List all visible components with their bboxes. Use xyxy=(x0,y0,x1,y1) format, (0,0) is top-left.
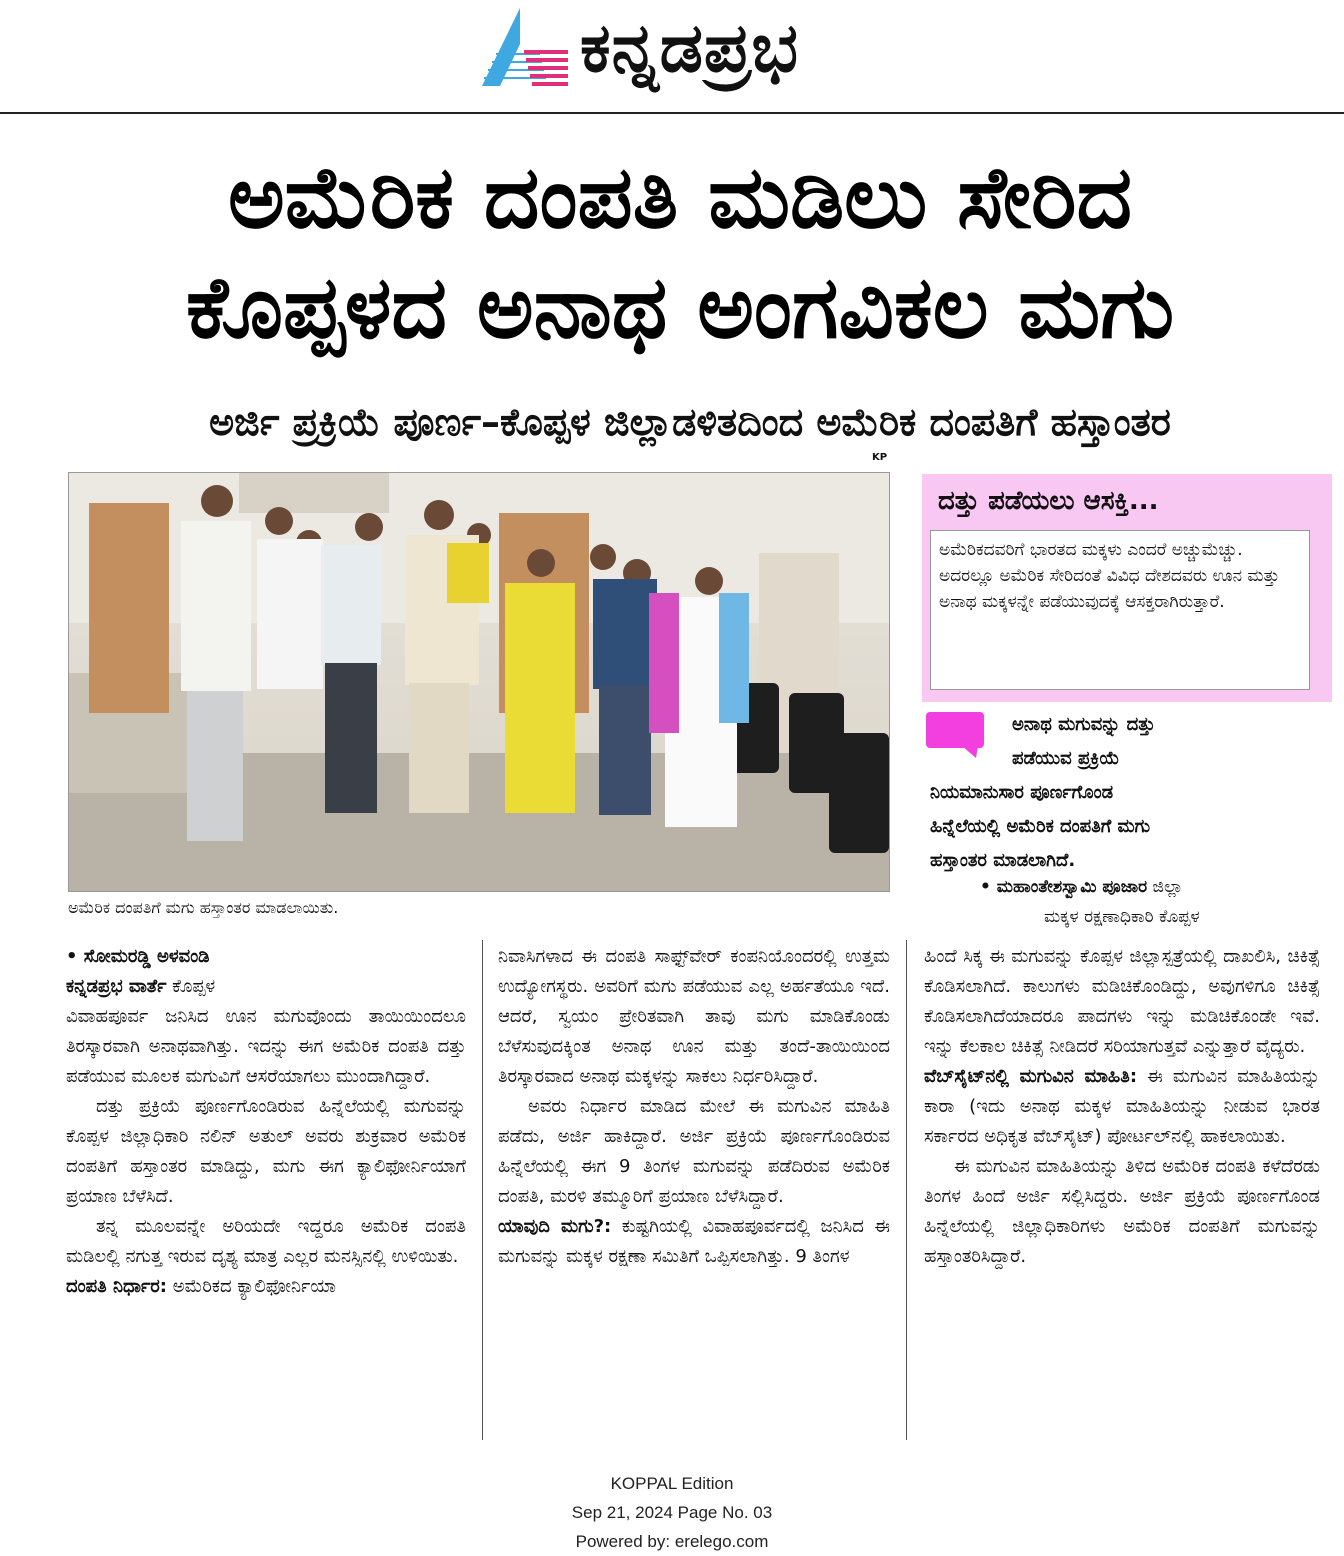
article-byline: • ಸೋಮರಡ್ಡಿ ಅಳವಂಡಿ xyxy=(66,946,210,967)
article-column-1 xyxy=(66,942,466,1302)
article-paragraph: ಅವರು ನಿರ್ಧಾರ ಮಾಡಿದ ಮೇಲೆ ಈ ಮಗುವಿನ ಮಾಹಿತಿ ಪಡೆದು, ಅರ್ಜಿ ಹಾಕಿದ್ದಾರೆ. ಅರ್ಜಿ ಪ್ರಕ್ರಿಯೆ ಪೂರ್ಣಗೊಂಡಿರುವ ಹಿನ್ನೆಲೆಯಲ್ಲಿ ಈಗ 9 ತಿಂಗಳ ಮಗುವನ್ನು ಪಡೆದಿರುವ ಅಮೆರಿಕ ದಂಪತಿ, ಮರಳಿ ತಮ್ಮೂರಿಗೆ ಪ್ರಯಾಣ ಬೆಳೆಸಿದ್ದಾರೆ. xyxy=(498,1096,890,1207)
news-photo xyxy=(68,472,890,892)
brand-logo-icon xyxy=(480,6,570,88)
sidebar-title: ದತ್ತು ಪಡೆಯಲು ಆಸಕ್ತಿ... xyxy=(938,486,1159,516)
brand-name: ಕನ್ನಡಪ್ರಭ xyxy=(580,9,799,88)
quote-line: ಹಿನ್ನೆಲೆಯಲ್ಲಿ ಅಮೆರಿಕ ದಂಪತಿಗೆ ಮಗು xyxy=(930,816,1151,837)
article-text: ಈ ಮಗುವಿನ ಮಾಹಿತಿಯನ್ನು ಕಾರಾ (ಇದು ಅನಾಥ ಮಕ್ಕಳ ಮಾಹಿತಿಯನ್ನು ನೀಡುವ ಭಾರತ ಸರ್ಕಾರದ ಅಧಿಕೃತ ವೆಬ್‌ಸೈಟ್) ಪೋರ್ಟಲ್‌ನಲ್ಲಿ ಹಾಕಲಾಯಿತು. xyxy=(924,1066,1320,1147)
article-subheading-para xyxy=(66,1272,466,1302)
column-divider xyxy=(906,940,907,1440)
article-column-3 xyxy=(924,942,1320,1272)
masthead-rule xyxy=(0,112,1344,114)
quote-line: ಅನಾಥ ಮಗುವನ್ನು ದತ್ತು xyxy=(1012,714,1156,735)
article-paragraph: ಈ ಮಗುವಿನ ಮಾಹಿತಿಯನ್ನು ತಿಳಿದ ಅಮೆರಿಕ ದಂಪತಿ ಕಳೆದೆರಡು ತಿಂಗಳ ಹಿಂದೆ ಅರ್ಜಿ ಸಲ್ಲಿಸಿದ್ದರು. ಅರ್ಜಿ ಪ್ರಕ್ರಿಯೆ ಪೂರ್ಣಗೊಂಡ ಹಿನ್ನೆಲೆಯಲ್ಲಿ ಜಿಲ್ಲಾಧಿಕಾರಿಗಳು ಅಮೆರಿಕ ದಂಪತಿಗೆ ಮಗುವನ್ನು ಹಸ್ತಾಂತರಿಸಿದ್ದಾರೆ. xyxy=(924,1156,1320,1267)
footer-edition: KOPPAL Edition xyxy=(610,1474,734,1493)
article-paragraph: ಹಿಂದೆ ಸಿಕ್ಕ ಈ ಮಗುವನ್ನು ಕೊಪ್ಪಳ ಜಿಲ್ಲಾಸ್ಪತ್ರೆಯಲ್ಲಿ ದಾಖಲಿಸಿ, ಚಿಕಿತ್ಸೆ ಕೊಡಿಸಲಾಗಿದೆ. ಕಾಲುಗಳು ಮಡಿಚಿಕೊಂಡಿದ್ದು, ಅವುಗಳಿಗೂ ಚಿಕಿತ್ಸೆ ಕೊಡಿಸಲಾಗಿದೆಯಾದರೂ ಪಾದಗಳು ಇನ್ನು ಮಡಿಚಿಕೊಂಡೇ ಇವೆ. ಇನ್ನು ಕೆಲಕಾಲ ಚಿಕಿತ್ಸೆ ನೀಡಿದರೆ ಸರಿಯಾಗುತ್ತವೆ ಎನ್ನುತ್ತಾರೆ ವೈದ್ಯರು. xyxy=(924,946,1320,1057)
pull-quote xyxy=(922,708,1332,878)
article-subheading: ದಂಪತಿ ನಿರ್ಧಾರ: xyxy=(66,1276,167,1297)
article-subheading: ಯಾವುದಿ ಮಗು?: xyxy=(498,1216,612,1237)
article-paragraph: ನಿವಾಸಿಗಳಾದ ಈ ದಂಪತಿ ಸಾಫ್ಟ್‌ವೇರ್ ಕಂಪನಿಯೊಂದರಲ್ಲಿ ಉತ್ತಮ ಉದ್ಯೋಗಸ್ಥರು. ಅವರಿಗೆ ಮಗು ಪಡೆಯುವ ಎಲ್ಲ ಅರ್ಹತೆಯೂ ಇದೆ. ಆದರೆ, ಸ್ವಯಂ ಪ್ರೇರಿತವಾಗಿ ತಾವು ಮಗು ಮಾಡಿಕೊಂಡು ಬೆಳೆಸುವುದಕ್ಕಿಂತ ಅನಾಥ ಊನ ಮತ್ತು ತಂದೆ-ತಾಯಿಯಿಂದ ತಿರಸ್ಕಾರವಾದ ಅನಾಥ ಮಕ್ಕಳನ್ನು ಸಾಕಲು ನಿರ್ಧರಿಸಿದ್ದಾರೆ. xyxy=(498,946,890,1087)
article-column-2 xyxy=(498,942,890,1272)
masthead xyxy=(0,0,1344,112)
article-text: ಕುಷ್ಟಗಿಯಲ್ಲಿ ವಿವಾಹಪೂರ್ವದಲ್ಲಿ ಜನಿಸಿದ ಈ ಮಗುವನ್ನು ಮಕ್ಕಳ ರಕ್ಷಣಾ ಸಮಿತಿಗೆ ಒಪ್ಪಿಸಲಾಗಿತ್ತು. 9 ತಿಂಗಳ xyxy=(498,1216,891,1267)
dateline-source: ಕನ್ನಡಪ್ರಭ ವಾರ್ತೆ xyxy=(66,976,167,997)
quote-line: ನಿಯಮಾನುಸಾರ ಪೂರ್ಣಗೊಂಡ xyxy=(930,782,1114,803)
sidebar-body: ಅಮೆರಿಕದವರಿಗೆ ಭಾರತದ ಮಕ್ಕಳು ಎಂದರೆ ಅಚ್ಚುಮೆಚ್ಚು. ಅದರಲ್ಲೂ ಅಮೆರಿಕ ಸೇರಿದಂತೆ ವಿವಿಧ ದೇಶದವರು ಊನ ಮತ್ತು ಅನಾಥ ಮಕ್ಕಳನ್ನೇ ಪಡೆಯುವುದಕ್ಕೆ ಆಸಕ್ತರಾಗಿರುತ್ತಾರೆ. xyxy=(930,530,1310,690)
quote-author-role: ಜಿಲ್ಲಾ xyxy=(1152,877,1184,897)
photo-caption: ಅಮೆರಿಕ ದಂಪತಿಗೆ ಮಗು ಹಸ್ತಾಂತರ ಮಾಡಲಾಯಿತು. xyxy=(68,898,339,917)
quote-line: ಹಸ್ತಾಂತರ ಮಾಡಲಾಗಿದೆ. xyxy=(930,850,1076,871)
footer-powered-by: Powered by: erelego.com xyxy=(575,1532,769,1551)
column-divider xyxy=(482,940,483,1440)
quote-attribution xyxy=(980,872,1325,932)
dateline-place: ಕೊಪ್ಪಳ xyxy=(172,976,216,997)
quote-line: ಪಡೆಯುವ ಪ್ರಕ್ರಿಯೆ xyxy=(1012,748,1120,769)
footer-date: Sep 21, 2024 Page No. 03 xyxy=(571,1503,773,1522)
article-dateline xyxy=(66,972,466,1002)
article-subheading: ವೆಬ್‌ಸೈಟ್‌ನಲ್ಲಿ ಮಗುವಿನ ಮಾಹಿತಿ: xyxy=(924,1066,1138,1087)
headline-line-2: ಕೊಪ್ಪಳದ ಅನಾಥ ಅಂಗವಿಕಲ ಮಗು xyxy=(185,258,1175,358)
article-text: ಅಮೆರಿಕದ ಕ್ಯಾಲಿಫೋರ್ನಿಯಾ xyxy=(166,1276,337,1297)
article-paragraph: ತನ್ನ ಮೂಲವನ್ನೇ ಅರಿಯದೇ ಇದ್ದರೂ ಅಮೆರಿಕ ದಂಪತಿ ಮಡಿಲಲ್ಲಿ ನಗುತ್ತ ಇರುವ ದೃಶ್ಯ ಮಾತ್ರ ಎಲ್ಲರ ಮನಸ್ಸಿನಲ್ಲಿ ಉಳಿಯಿತು. xyxy=(66,1216,466,1267)
quote-author: • ಮಹಾಂತೇಶಸ್ವಾಮಿ ಪೂಜಾರ xyxy=(980,877,1148,897)
group-photo-illustration xyxy=(69,473,889,891)
article-subheading-para xyxy=(924,1062,1320,1152)
photo-credit: KP xyxy=(872,452,888,463)
subheadline: ಅರ್ಜಿ ಪ್ರಕ್ರಿಯೆ ಪೂರ್ಣ–ಕೊಪ್ಪಳ ಜಿಲ್ಲಾಡಳಿತದಿಂದ ಅಮೆರಿಕ ದಂಪತಿಗೆ ಹಸ್ತಾಂತರ xyxy=(209,400,1171,444)
quote-author-role-2: ಮಕ್ಕಳ ರಕ್ಷಣಾಧಿಕಾರಿ ಕೊಪ್ಪಳ xyxy=(1044,907,1200,927)
headline-line-1: ಅಮೆರಿಕ ದಂಪತಿ ಮಡಿಲು ಸೇರಿದ xyxy=(227,148,1133,248)
article-paragraph: ದತ್ತು ಪ್ರಕ್ರಿಯೆ ಪೂರ್ಣಗೊಂಡಿರುವ ಹಿನ್ನೆಲೆಯಲ್ಲಿ ಮಗುವನ್ನು ಕೊಪ್ಪಳ ಜಿಲ್ಲಾಧಿಕಾರಿ ನಲಿನ್ ಅತುಲ್ ಅವರು ಶುಕ್ರವಾರ ಅಮೆರಿಕ ದಂಪತಿಗೆ ಹಸ್ತಾಂತರ ಮಾಡಿದ್ದು, ಮಗು ಈಗ ಕ್ಯಾಲಿಫೋರ್ನಿಯಾಗೆ ಪ್ರಯಾಣ ಬೆಳೆಸಿದೆ. xyxy=(66,1096,466,1207)
article-subheading-para xyxy=(498,1212,890,1272)
article-paragraph: ವಿವಾಹಪೂರ್ವ ಜನಿಸಿದ ಊನ ಮಗುವೊಂದು ತಾಯಿಯಿಂದಲೂ ತಿರಸ್ಕಾರವಾಗಿ ಅನಾಥವಾಗಿತ್ತು. ಇದನ್ನು ಈಗ ಅಮೆರಿಕ ದಂಪತಿ ದತ್ತು ಪಡೆಯುವ ಮೂಲಕ ಮಗುವಿಗೆ ಆಸರೆಯಾಗಲು ಮುಂದಾಗಿದ್ದಾರೆ. xyxy=(66,1006,466,1087)
